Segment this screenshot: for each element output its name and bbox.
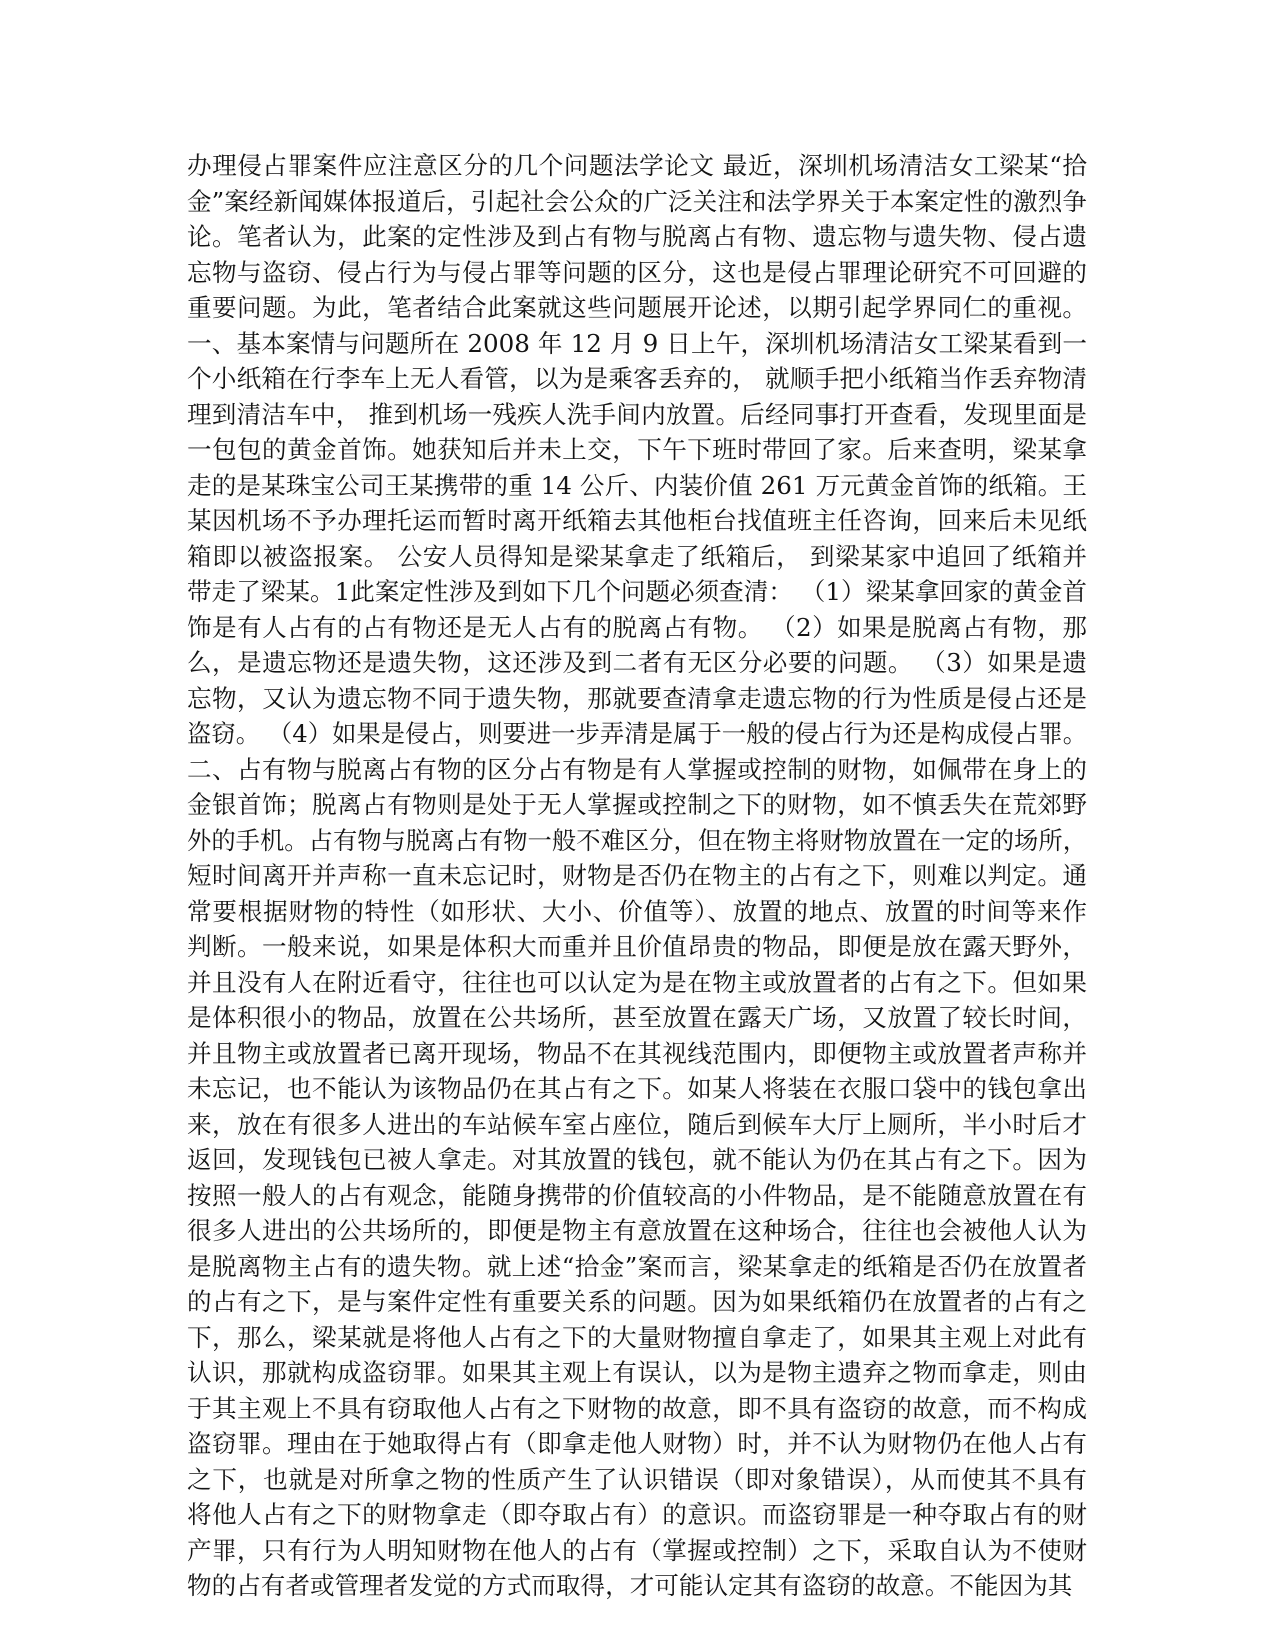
- text-line: 外的手机。占有物与脱离占有物一般不难区分，但在物主将财物放置在一定的场所，: [187, 825, 1087, 855]
- text-line: 短时间离开并声称一直未忘记时，财物是否仍在物主的占有之下，则难以判定。通: [187, 861, 1087, 890]
- text-line: 将他人占有之下的财物拿走（即夺取占有）的意识。而盗窃罪是一种夺取占有的财: [187, 1500, 1087, 1529]
- text-line: 物的占有者或管理者发觉的方式而取得，才可能认定其有盗窃的故意。不能因为其: [187, 1571, 1073, 1600]
- text-line: 返回，发现钱包已被人拿走。对其放置的钱包，就不能认为仍在其占有之下。因为: [187, 1145, 1087, 1174]
- text-line: 是脱离物主占有的遗失物。就上述“拾金”案而言，梁某拿走的纸箱是否仍在放置者: [187, 1251, 1087, 1281]
- text-line: 于其主观上不具有窃取他人占有之下财物的故意，即不具有盗窃的故意，而不构成: [187, 1393, 1087, 1423]
- text-line: 常要根据财物的特性（如形状、大小、价值等）、放置的地点、放置的时间等来作: [187, 896, 1087, 926]
- text-line: 论。笔者认为，此案的定性涉及到占有物与脱离占有物、遗忘物与遗失物、侵占遗: [187, 222, 1087, 251]
- body-text: [187, 148, 1087, 1604]
- text-line: 盗窃罪。理由在于她取得占有（即拿走他人财物）时，并不认为财物仍在他人占有: [187, 1429, 1087, 1458]
- text-line: 饰是有人占有的占有物还是无人占有的脱离占有物。 （2）如果是脱离占有物，那: [187, 612, 1087, 642]
- text-line: 箱即以被盗报案。 公安人员得知是梁某拿走了纸箱后， 到梁某家中追回了纸箱并: [187, 541, 1087, 571]
- text-line: 金”案经新闻媒体报道后，引起社会公众的广泛关注和法学界关于本案定性的激烈争: [187, 186, 1087, 216]
- text-line: 是体积很小的物品，放置在公共场所，甚至放置在露天广场，又放置了较长时间，: [187, 1003, 1087, 1032]
- text-line: 一、基本案情与问题所在 2008 年 12 月 9 日上午，深圳机场清洁女工梁某看到一: [187, 328, 1087, 358]
- text-line: 办理侵占罪案件应注意区分的几个问题法学论文 最近，深圳机场清洁女工梁某“拾: [187, 151, 1087, 180]
- text-line: 走的是某珠宝公司王某携带的重 14 公斤、内装价值 261 万元黄金首饰的纸箱。王: [187, 470, 1087, 500]
- text-line: 按照一般人的占有观念，能随身携带的价值较高的小件物品，是不能随意放置在有: [187, 1180, 1087, 1210]
- text-line: 判断。一般来说，如果是体积大而重并且价值昂贵的物品，即便是放在露天野外，: [187, 932, 1087, 961]
- text-line: 带走了梁某。1此案定性涉及到如下几个问题必须查清： （1）梁某拿回家的黄金首: [187, 577, 1087, 606]
- text-line: 一包包的黄金首饰。她获知后并未上交，下午下班时带回了家。后来查明，梁某拿: [187, 435, 1087, 464]
- text-line: 二、占有物与脱离占有物的区分占有物是有人掌握或控制的财物，如佩带在身上的: [187, 754, 1087, 784]
- text-line: 么，是遗忘物还是遗失物，这还涉及到二者有无区分必要的问题。 （3）如果是遗: [187, 648, 1087, 677]
- text-line: 认识，那就构成盗窃罪。如果其主观上有误认，以为是物主遗弃之物而拿走，则由: [187, 1358, 1087, 1387]
- text-line: 重要问题。为此，笔者结合此案就这些问题展开论述，以期引起学界同仁的重视。: [187, 293, 1087, 322]
- text-line: 个小纸箱在行李车上无人看管，以为是乘客丢弃的， 就顺手把小纸箱当作丢弃物清: [187, 364, 1087, 393]
- text-line: 之下，也就是对所拿之物的性质产生了认识错误（即对象错误），从而使其不具有: [187, 1464, 1087, 1494]
- text-line: 盗窃。 （4）如果是侵占，则要进一步弄清是属于一般的侵占行为还是构成侵占罪。: [187, 719, 1087, 748]
- text-line: 很多人进出的公共场所的，即便是物主有意放置在这种场合，往往也会被他人认为: [187, 1216, 1087, 1245]
- text-line: 某因机场不予办理托运而暂时离开纸箱去其他柜台找值班主任咨询，回来后未见纸: [187, 506, 1087, 535]
- text-line: 的占有之下，是与案件定性有重要关系的问题。因为如果纸箱仍在放置者的占有之: [187, 1287, 1087, 1316]
- text-line: 忘物与盗窃、侵占行为与侵占罪等问题的区分，这也是侵占罪理论研究不可回避的: [187, 257, 1087, 287]
- text-line: 理到清洁车中， 推到机场一残疾人洗手间内放置。后经同事打开查看，发现里面是: [187, 399, 1087, 429]
- text-line: 下，那么，梁某就是将他人占有之下的大量财物擅自拿走了，如果其主观上对此有: [187, 1322, 1087, 1352]
- text-line: 忘物，又认为遗忘物不同于遗失物，那就要查清拿走遗忘物的行为性质是侵占还是: [187, 683, 1087, 713]
- text-line: 并且没有人在附近看守，往往也可以认定为是在物主或放置者的占有之下。但如果: [187, 967, 1087, 997]
- text-line: 并且物主或放置者已离开现场，物品不在其视线范围内，即便物主或放置者声称并: [187, 1038, 1087, 1068]
- text-line: 产罪，只有行为人明知财物在他人的占有（掌握或控制）之下，采取自认为不使财: [187, 1535, 1087, 1565]
- text-line: 来，放在有很多人进出的车站候车室占座位，随后到候车大厅上厕所，半小时后才: [187, 1109, 1087, 1139]
- text-line: 未忘记，也不能认为该物品仍在其占有之下。如某人将装在衣服口袋中的钱包拿出: [187, 1074, 1087, 1103]
- text-line: 金银首饰；脱离占有物则是处于无人掌握或控制之下的财物，如不慎丢失在荒郊野: [187, 790, 1087, 819]
